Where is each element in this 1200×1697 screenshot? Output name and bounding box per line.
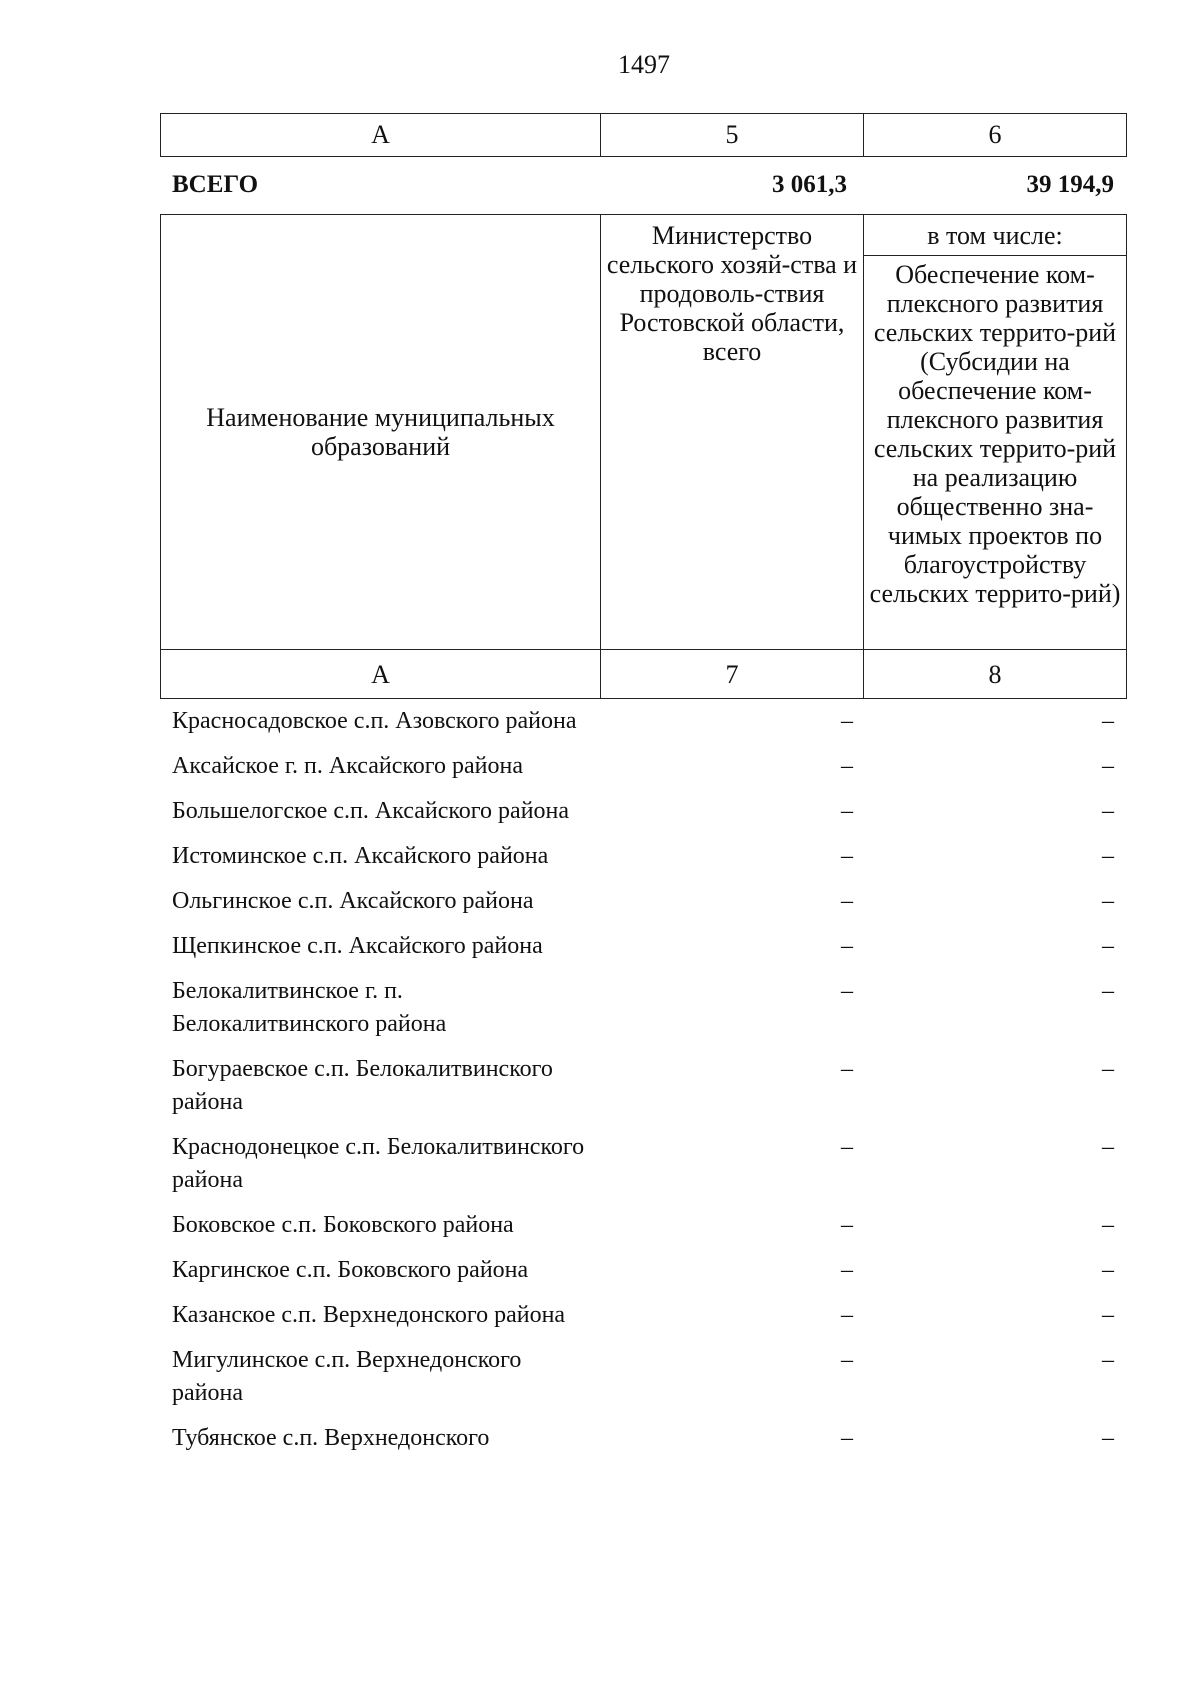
value-col7: – xyxy=(841,1347,853,1373)
header-ministry-total: Министерство сельского хозяй-ства и продоволь-ствия Ростовской области, всего xyxy=(601,215,864,650)
header-table xyxy=(160,214,1127,699)
index-cell-a: А xyxy=(161,114,601,157)
top-column-index-table xyxy=(160,113,1127,157)
index-cell-5: 5 xyxy=(601,114,864,157)
municipality-name: Мигулинское с.п. Верхнедонского района xyxy=(172,1347,522,1406)
table-row xyxy=(160,1125,1126,1203)
table-row xyxy=(160,879,1126,924)
value-col8: – xyxy=(1102,1302,1114,1328)
header-including: в том числе: xyxy=(864,215,1127,256)
value-col8: – xyxy=(1102,708,1114,734)
value-col7: – xyxy=(841,1212,853,1238)
table-row xyxy=(160,834,1126,879)
bottom-column-index-row xyxy=(161,650,1127,699)
value-col7: – xyxy=(841,978,853,1004)
value-col7: – xyxy=(841,1257,853,1283)
budget-table-document xyxy=(160,113,1126,1461)
total-value-col5: 3 061,3 xyxy=(772,171,847,198)
table-row xyxy=(160,789,1126,834)
value-col7: – xyxy=(841,1302,853,1328)
table-row xyxy=(160,969,1126,1047)
municipality-name: Казанское с.п. Верхнедонского района xyxy=(172,1302,566,1328)
total-row xyxy=(160,157,1126,214)
table-row xyxy=(160,1203,1126,1248)
column-index-row xyxy=(161,114,1127,157)
table-row xyxy=(160,744,1126,789)
value-col8: – xyxy=(1102,978,1114,1004)
value-col7: – xyxy=(841,753,853,779)
value-col8: – xyxy=(1102,843,1114,869)
value-col8: – xyxy=(1102,888,1114,914)
value-col7: – xyxy=(841,1056,853,1082)
index-cell-8: 8 xyxy=(864,650,1127,699)
municipality-name: Красносадовское с.п. Азовского района xyxy=(172,708,577,734)
value-col7: – xyxy=(841,1425,853,1451)
page-number: 1497 xyxy=(618,50,670,79)
value-col7: – xyxy=(841,708,853,734)
table-row xyxy=(160,1416,1126,1461)
value-col7: – xyxy=(841,843,853,869)
table-row xyxy=(160,924,1126,969)
municipality-name: Ольгинское с.п. Аксайского района xyxy=(172,888,534,914)
value-col8: – xyxy=(1102,933,1114,959)
municipality-name: Богураевское с.п. Белокалитвинского района xyxy=(172,1056,553,1115)
header-municipality-name: Наименование муниципальных образований xyxy=(161,215,601,650)
table-row xyxy=(160,1248,1126,1293)
index-cell-7: 7 xyxy=(601,650,864,699)
municipality-name: Белокалитвинское г. п. Белокалитвинского района xyxy=(172,978,447,1037)
municipality-name: Краснодонецкое с.п. Белокалитвинского района xyxy=(172,1134,585,1193)
value-col7: – xyxy=(841,1134,853,1160)
value-col8: – xyxy=(1102,1425,1114,1451)
value-col8: – xyxy=(1102,1056,1114,1082)
value-col8: – xyxy=(1102,1212,1114,1238)
table-row xyxy=(160,1047,1126,1125)
municipality-name: Аксайское г. п. Аксайского района xyxy=(172,753,524,779)
municipality-name: Большелогское с.п. Аксайского района xyxy=(172,798,570,824)
total-value-col6: 39 194,9 xyxy=(1026,171,1114,198)
municipality-name: Боковское с.п. Боковского района xyxy=(172,1212,514,1238)
value-col8: – xyxy=(1102,753,1114,779)
index-cell-a-bottom: А xyxy=(161,650,601,699)
table-row xyxy=(160,1338,1126,1416)
value-col7: – xyxy=(841,933,853,959)
value-col7: – xyxy=(841,888,853,914)
municipality-name: Каргинское с.п. Боковского района xyxy=(172,1257,529,1283)
table-row xyxy=(160,1293,1126,1338)
value-col7: – xyxy=(841,798,853,824)
header-subsidy-description: Обеспечение ком-плексного развития сельских террито-рий (Субсидии на обеспечение ком-плексного развития сельских террито-рий на реализацию общественно зна-чимых проектов по благоустройству сельских террито-рий) xyxy=(864,256,1127,650)
table-row xyxy=(160,699,1126,744)
value-col8: – xyxy=(1102,798,1114,824)
total-label: ВСЕГО xyxy=(172,171,259,198)
municipality-name: Истоминское с.п. Аксайского района xyxy=(172,843,549,869)
value-col8: – xyxy=(1102,1257,1114,1283)
index-cell-6: 6 xyxy=(864,114,1127,157)
municipality-name: Тубянское с.п. Верхнедонского xyxy=(172,1425,490,1451)
value-col8: – xyxy=(1102,1347,1114,1373)
value-col8: – xyxy=(1102,1134,1114,1160)
municipality-name: Щепкинское с.п. Аксайского района xyxy=(172,933,543,959)
municipality-rows-table xyxy=(160,699,1126,1461)
